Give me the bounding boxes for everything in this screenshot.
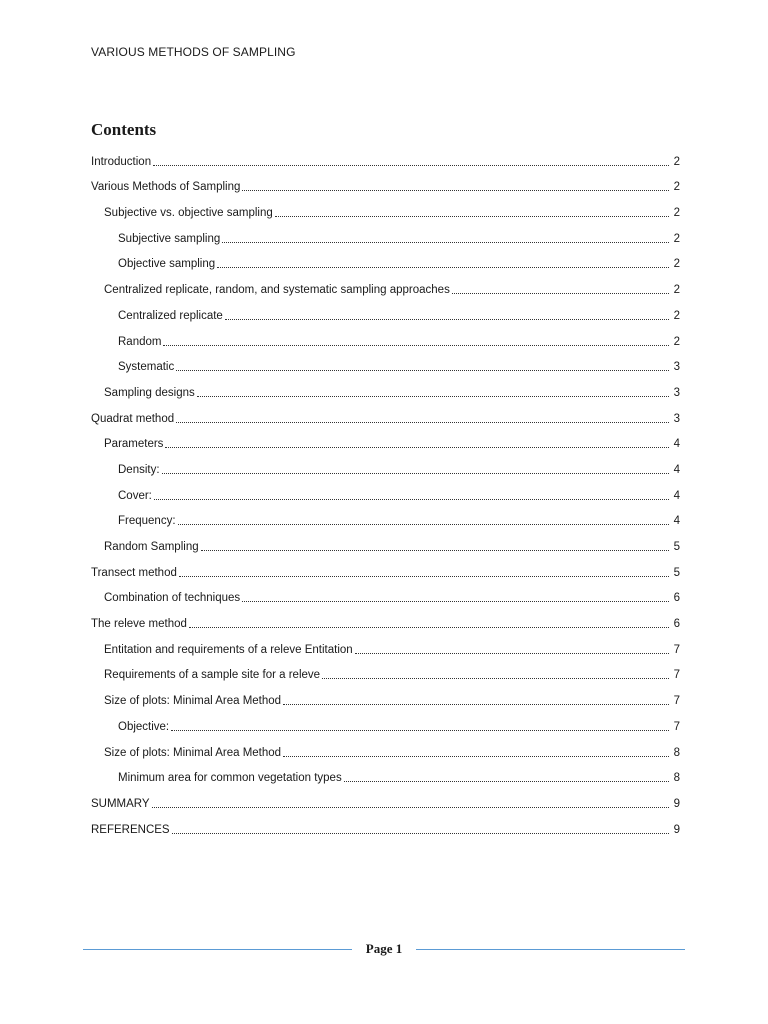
toc-entry[interactable] — [91, 682, 680, 708]
toc-dot-leader — [225, 319, 669, 320]
toc-entry-label: Various Methods of Sampling — [91, 181, 241, 194]
toc-entry-page: 4 — [673, 489, 680, 502]
toc-entry[interactable] — [91, 169, 680, 195]
toc-dot-leader — [275, 216, 669, 217]
toc-dot-leader — [201, 550, 669, 551]
toc-entry-page: 5 — [673, 541, 680, 553]
toc-dot-leader — [452, 293, 669, 294]
toc-entry-label: Random — [118, 335, 162, 348]
running-header: VARIOUS METHODS OF SAMPLING — [91, 45, 296, 59]
toc-entry-page: 9 — [673, 823, 680, 836]
toc-dot-leader — [242, 601, 669, 602]
toc-dot-leader — [197, 396, 669, 397]
toc-entry-label: Subjective vs. objective sampling — [104, 207, 273, 220]
toc-entry[interactable] — [91, 811, 680, 837]
toc-entry[interactable] — [91, 605, 680, 631]
toc-entry[interactable] — [91, 297, 680, 323]
toc-entry[interactable] — [91, 271, 680, 297]
toc-entry-page: 2 — [673, 335, 680, 348]
toc-entry[interactable] — [91, 708, 680, 734]
toc-entry[interactable] — [91, 503, 680, 529]
toc-entry-label: Centralized replicate, random, and systematic sampling approaches — [104, 284, 450, 297]
toc-entry-label: Cover: — [118, 489, 152, 502]
toc-dot-leader — [152, 807, 669, 808]
toc-entry-page: 3 — [673, 361, 680, 374]
toc-entry-label: Objective: — [118, 720, 170, 733]
toc-dot-leader — [176, 422, 669, 423]
toc-entry-page: 7 — [673, 643, 680, 656]
toc-entry-page: 8 — [673, 746, 680, 759]
toc-entry-page: 7 — [673, 669, 680, 682]
toc-entry[interactable] — [91, 323, 680, 349]
toc-entry-label: Random Sampling — [104, 541, 199, 553]
toc-dot-leader — [178, 524, 669, 525]
toc-dot-leader — [283, 756, 669, 757]
toc-dot-leader — [153, 165, 669, 166]
toc-entry[interactable] — [91, 554, 680, 580]
toc-dot-leader — [283, 704, 669, 705]
toc-entry-label: Centralized replicate — [118, 309, 223, 322]
toc-entry-label: Frequency: — [118, 515, 176, 528]
toc-dot-leader — [189, 627, 669, 628]
toc-dot-leader — [355, 653, 669, 654]
toc-entry-page: 3 — [673, 386, 680, 399]
toc-entry-label: Requirements of a sample site for a releve — [104, 669, 321, 682]
toc-entry-label: Combination of techniques — [104, 592, 241, 605]
toc-dot-leader — [344, 781, 669, 782]
toc-entry-page: 2 — [673, 232, 680, 245]
toc-entry-page: 7 — [673, 720, 680, 733]
page-footer — [83, 940, 685, 958]
toc-entry-label: Sampling designs — [104, 386, 195, 399]
toc-dot-leader — [179, 576, 669, 577]
toc-entry-label: The releve method — [91, 618, 187, 631]
toc-dot-leader — [322, 678, 669, 679]
toc-entry-label: Systematic — [118, 361, 175, 374]
toc-dot-leader — [165, 447, 669, 448]
toc-dot-leader — [176, 370, 669, 371]
toc-dot-leader — [163, 345, 669, 346]
toc-entry[interactable] — [91, 426, 680, 452]
toc-entry-label: Subjective sampling — [118, 232, 221, 245]
toc-dot-leader — [162, 473, 669, 474]
toc-entry-label: Transect method — [91, 566, 177, 579]
toc-dot-leader — [172, 833, 669, 834]
toc-entry[interactable] — [91, 785, 680, 811]
toc-entry-label: Quadrat method — [91, 412, 175, 425]
toc-entry[interactable] — [91, 734, 680, 760]
toc-entry-page: 2 — [673, 155, 680, 168]
toc-entry[interactable] — [91, 400, 680, 426]
toc-entry[interactable] — [91, 631, 680, 657]
footer-rule-right — [416, 949, 685, 950]
toc-entry[interactable] — [91, 451, 680, 477]
toc-entry[interactable] — [91, 528, 680, 554]
toc-entry[interactable] — [91, 477, 680, 503]
page-number: Page 1 — [365, 941, 403, 956]
toc-dot-leader — [154, 499, 669, 500]
toc-entry[interactable] — [91, 657, 680, 683]
toc-entry-page: 6 — [673, 592, 680, 605]
toc-entry-page: 2 — [673, 309, 680, 322]
table-of-contents — [91, 143, 680, 837]
toc-entry-label: REFERENCES — [91, 823, 170, 836]
toc-entry-page: 4 — [673, 463, 680, 476]
toc-dot-leader — [222, 242, 669, 243]
toc-entry[interactable] — [91, 349, 680, 375]
toc-entry-page: 2 — [673, 207, 680, 220]
toc-entry-label: Entitation and requirements of a releve Entitation — [104, 643, 353, 656]
toc-entry-page: 4 — [673, 438, 680, 451]
toc-entry-label: Objective sampling — [118, 258, 216, 271]
toc-entry[interactable] — [91, 374, 680, 400]
toc-entry-page: 2 — [673, 181, 680, 194]
toc-entry-page: 6 — [673, 618, 680, 631]
toc-entry[interactable] — [91, 246, 680, 272]
toc-entry-page: 8 — [673, 772, 680, 785]
toc-entry-label: Parameters — [104, 438, 164, 451]
toc-dot-leader — [217, 267, 669, 268]
footer-rule-left — [83, 949, 352, 950]
toc-entry-page: 2 — [673, 284, 680, 297]
toc-entry[interactable] — [91, 760, 680, 786]
toc-entry-label: Size of plots: Minimal Area Method — [104, 695, 282, 708]
toc-entry-page: 5 — [673, 566, 680, 579]
toc-entry-label: Introduction — [91, 155, 152, 168]
toc-entry-page: 9 — [673, 797, 680, 810]
toc-entry[interactable] — [91, 220, 680, 246]
toc-heading: Contents — [91, 120, 157, 139]
toc-entry[interactable] — [91, 143, 680, 169]
toc-entry-label: Size of plots: Minimal Area Method — [104, 746, 282, 759]
toc-entry-page: 3 — [673, 412, 680, 425]
toc-dot-leader — [171, 730, 669, 731]
toc-entry-page: 2 — [673, 258, 680, 271]
toc-entry-page: 7 — [673, 695, 680, 708]
toc-entry-page: 4 — [673, 515, 680, 528]
toc-dot-leader — [242, 190, 669, 191]
toc-entry[interactable] — [91, 194, 680, 220]
toc-entry-label: Density: — [118, 463, 160, 476]
toc-entry[interactable] — [91, 580, 680, 606]
toc-entry-label: Minimum area for common vegetation types — [118, 772, 342, 785]
toc-entry-label: SUMMARY — [91, 797, 150, 810]
